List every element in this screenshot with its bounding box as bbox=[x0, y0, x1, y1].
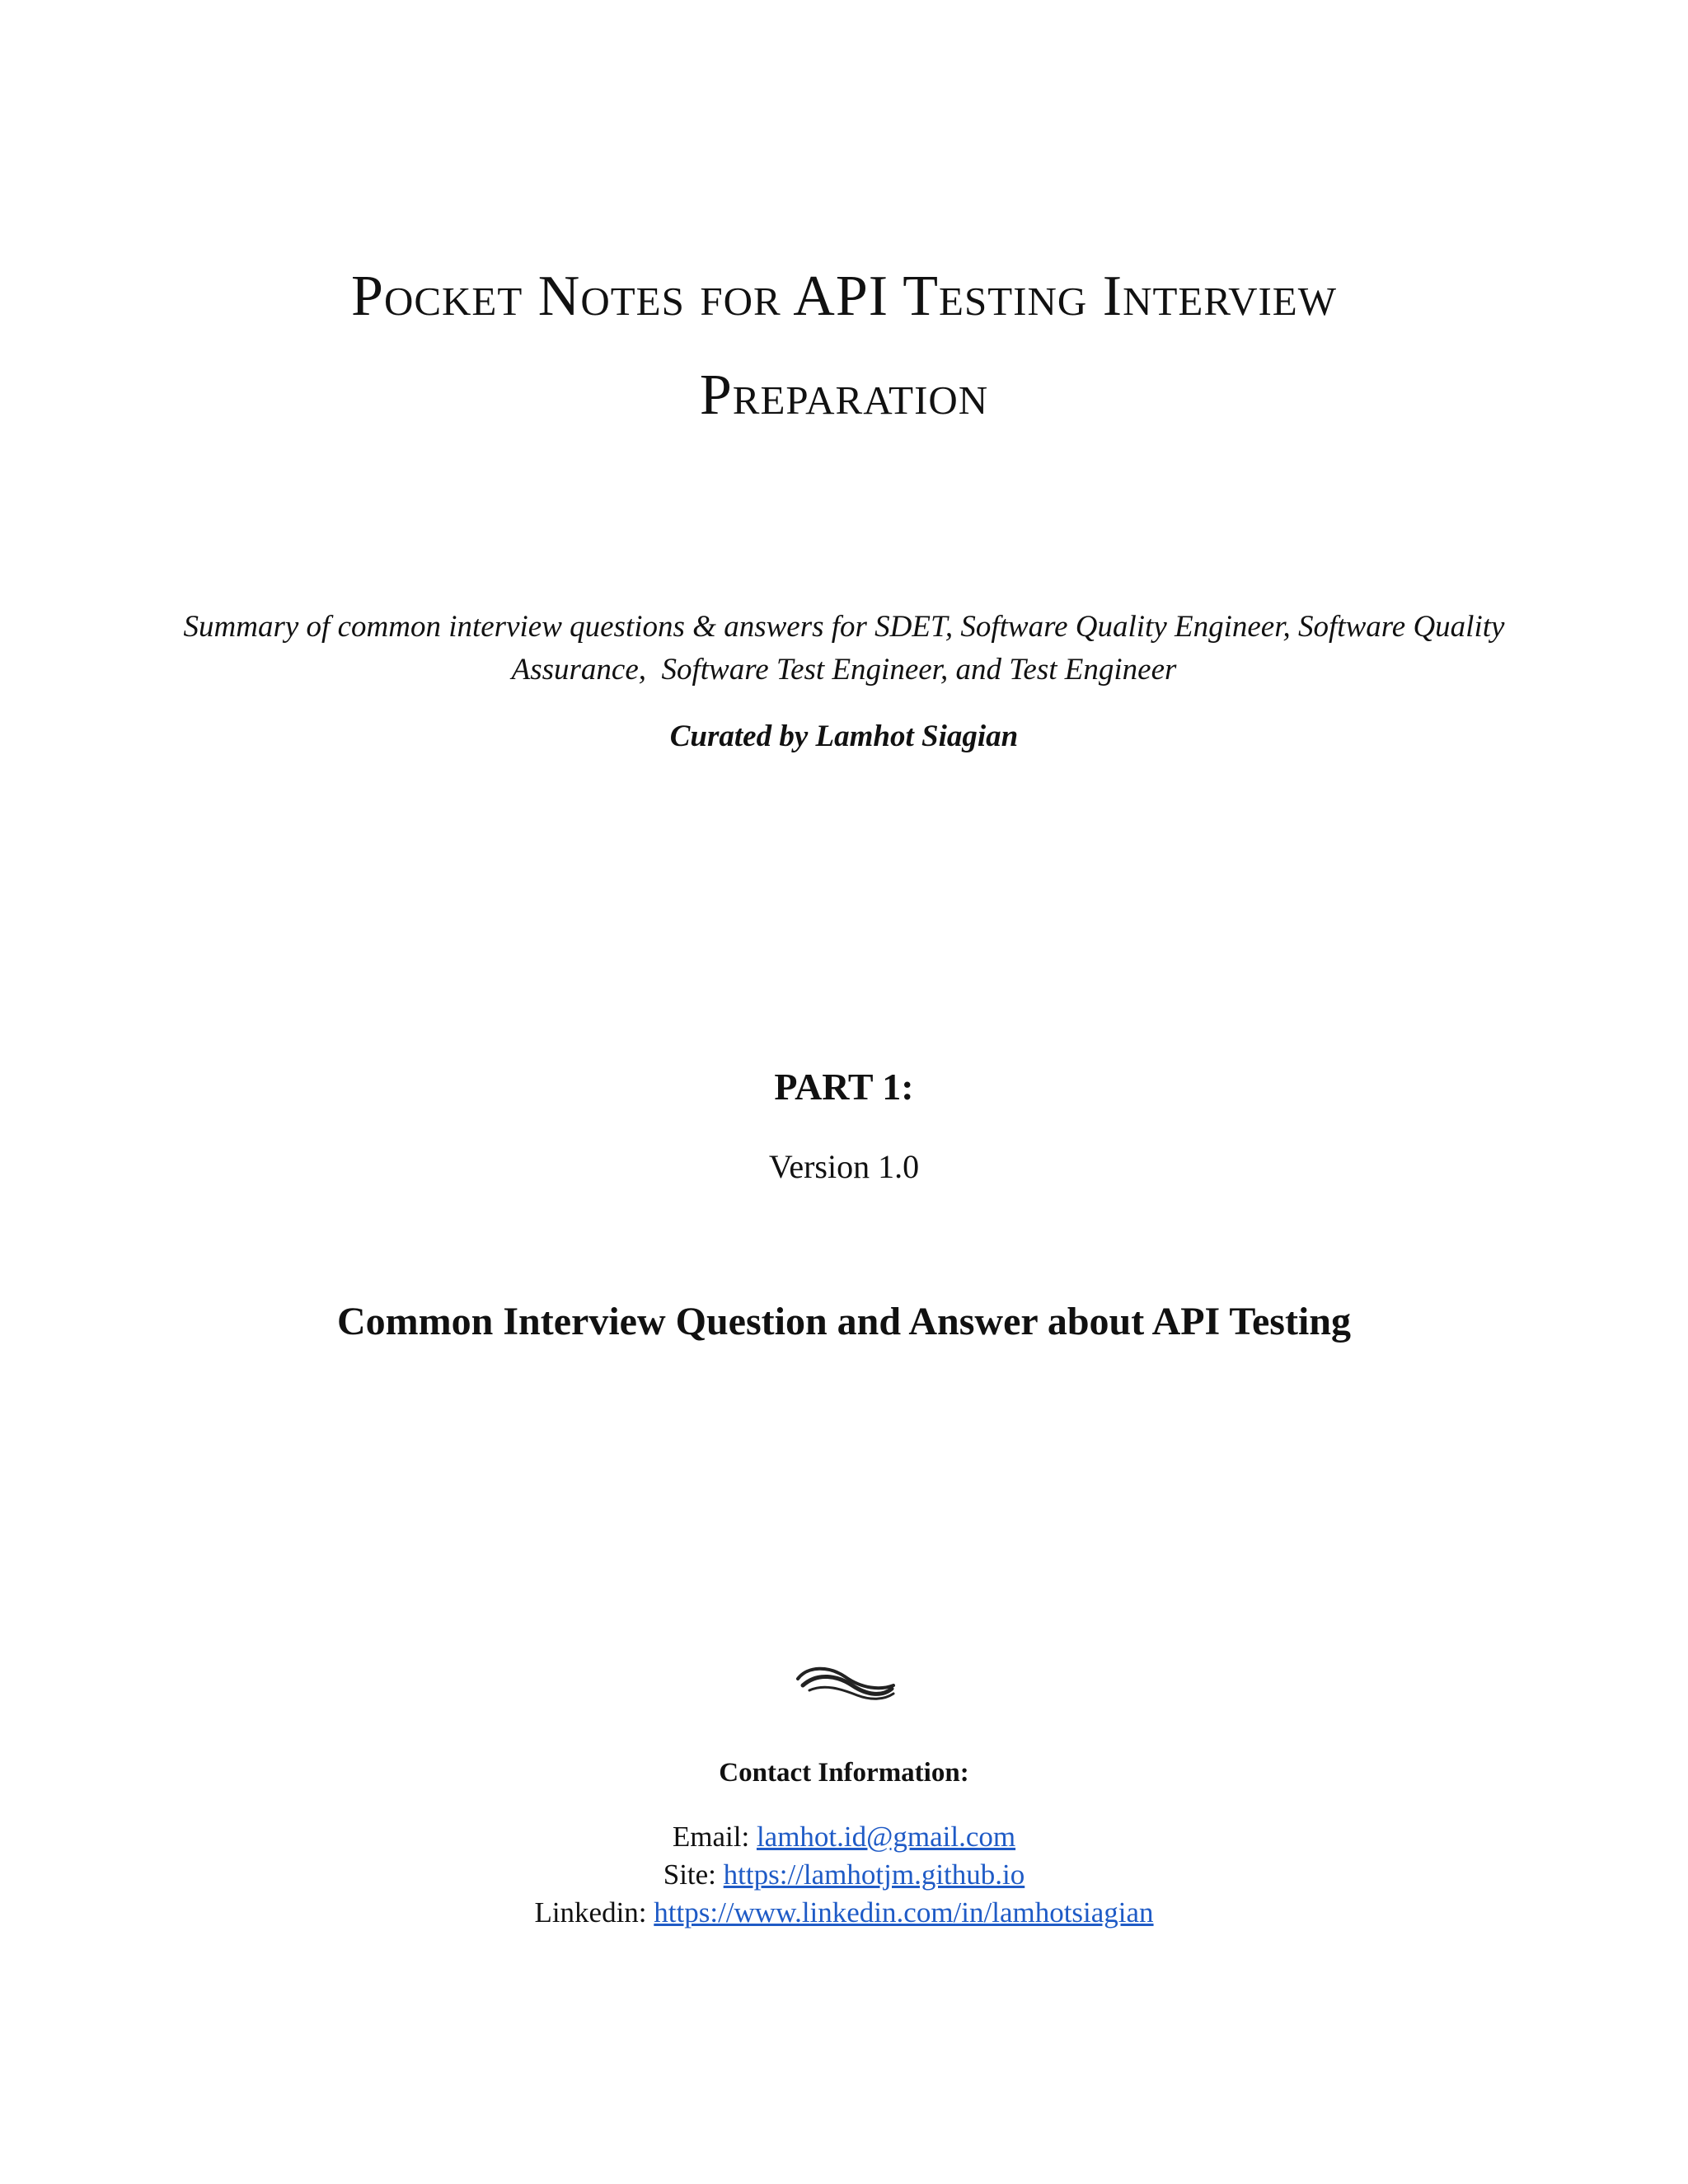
site-link[interactable]: https://lamhotjm.github.io bbox=[723, 1858, 1025, 1891]
contact-block bbox=[0, 1818, 1688, 1932]
document-title bbox=[0, 247, 1688, 445]
section-heading: Common Interview Question and Answer about API Testing bbox=[337, 1300, 1351, 1343]
flourish-ornament-icon bbox=[791, 1661, 897, 1707]
part-label: PART 1: bbox=[774, 1066, 914, 1108]
curator-credit: Curated by Lamhot Siagian bbox=[669, 719, 1019, 753]
document-subtitle bbox=[148, 606, 1540, 691]
contact-heading: Contact Information: bbox=[719, 1758, 969, 1788]
site-row bbox=[0, 1856, 1688, 1894]
title-line-1: Pocket Notes for API Testing Interview bbox=[351, 265, 1337, 328]
linkedin-row bbox=[0, 1894, 1688, 1932]
version-label: Version 1.0 bbox=[768, 1148, 920, 1185]
email-link[interactable]: lamhot.id@gmail.com bbox=[756, 1821, 1016, 1853]
title-line-2: Preparation bbox=[699, 363, 989, 427]
site-label: Site: bbox=[663, 1858, 724, 1891]
linkedin-link[interactable]: https://www.linkedin.com/in/lamhotsiagian bbox=[654, 1896, 1154, 1929]
subtitle-line-1: Summary of common interview questions & answers for SDET, Software Quality Engineer, Software Quality bbox=[183, 610, 1505, 644]
email-row bbox=[0, 1818, 1688, 1856]
subtitle-line-2: Assurance, Software Test Engineer, and Test Engineer bbox=[511, 653, 1177, 687]
linkedin-label: Linkedin: bbox=[534, 1896, 654, 1929]
email-label: Email: bbox=[672, 1821, 757, 1853]
